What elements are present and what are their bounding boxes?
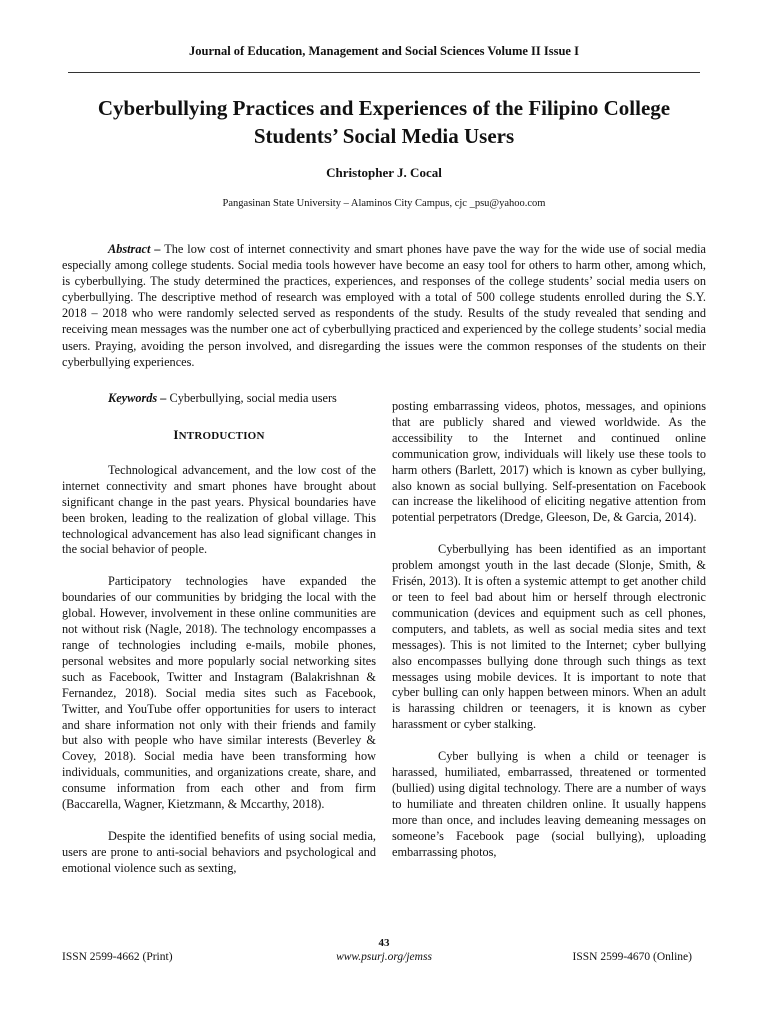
right-column — [392, 399, 706, 860]
issn-online: ISSN 2599-4670 (Online) — [572, 951, 692, 963]
abstract-text: The low cost of internet connectivity and smart phones have pave the way for the wide use of social media especially among college students. Social media tools however have become an easy tool for others to harm other, among which, is cyberbullying. The study determined the practices, experiences, and responses of the college students’ social media users on cyberbullying. The descriptive method of research was employed with a total of 500 college students enrolled during the S.Y. 2018 – 2018 who were randomly selected served as respondents of the study. Results of the study revealed that sending and receiving mean messages was the number one act of cyberbullying practiced and experienced by the college students’ social media users. Praying, avoiding the person involved, and disregarding the issues were the common responses of the students on their cyberbullying experiences. — [62, 242, 706, 369]
keywords-label: Keywords – — [108, 391, 167, 405]
issn-print: ISSN 2599-4662 (Print) — [62, 951, 173, 963]
paragraph: Cyber bullying is when a child or teenager is harassed, humiliated, embarrassed, threatened or tormented (bullied) using digital technology. There are a number of ways to humiliate and threaten children online. It usually happens more than once, and includes leaving demeaning messages on someone’s Facebook page (social bullying), uploading embarrassing photos, — [392, 749, 706, 859]
paragraph: Despite the identified benefits of using social media, users are prone to anti-social behaviors and psychological and emotional violence such as sexting, — [62, 828, 376, 875]
paragraph: Cyberbullying has been identified as an important problem amongst youth in the last decade (Slonje, Smith, & Frisén, 2013). It is often a systemic attempt to get another child or teen to feel bad about him or herself through electronic communication (devices and equipment such as cell phones, computers, and tablets, as well as social media sites and text messages). This is not limited to the Internet; cyber bullying also encompasses bullying done through such things as text messages using mobile devices. It is important to note that cyber bulling can only happen between minors. When an adult is harassing children or teenagers, it is known as cyber harassment or cyber stalking. — [392, 542, 706, 732]
keywords-text: Cyberbullying, social media users — [166, 391, 337, 405]
abstract-label: Abstract – — [108, 242, 161, 256]
section-heading-initial: I — [173, 427, 179, 442]
paragraph: Technological advancement, and the low cost of the internet connectivity and smart phones have brought about significant change in the past years. Physical boundaries have been broken, leading to the realization of global village. This technological advancement has also lead significant changes in the social behavior of people. — [62, 462, 376, 557]
paper-title: Cyberbullying Practices and Experiences of the Filipino College Students’ Social Media Users — [97, 96, 671, 148]
author-name: Christopher J. Cocal — [326, 165, 442, 180]
page-number: 43 — [378, 937, 390, 949]
paragraph: posting embarrassing videos, photos, messages, and opinions that are publicly shared and viewed worldwide. As the accessibility to the Internet and continued online communication grow, individuals will likely use these tools to harm others (Barlett, 2017) which is known as cyber bullying, also known as social bullying. Self-presentation on Facebook can increase the likelihood of eliciting negative attention from potential perpetrators (Dredge, Gleeson, De, & Garcia, 2014). — [392, 399, 706, 525]
website-link[interactable]: www.psurj.org/jemss — [336, 951, 432, 963]
section-heading-rest: NTRODUCTION — [178, 430, 265, 442]
abstract — [62, 241, 706, 370]
paragraph: Participatory technologies have expanded the boundaries of our communities by bridging the local with the global. However, involvement in these online communities are not without risk (Nagle, 2018). The technology encompasses a range of technologies including e-mails, mobile phones, personal websites and more popularly social networking sites such as Facebook, Twitter and Instagram (Balakrishnan & Fernandez, 2018). Social media sites such as Facebook, Twitter, and YouTube offer opportunities for users to interact and share information not only with their friends and family but also with people who have similar interests (Beverley & Covey, 2018). Social media have been transforming how individuals, communities, and organizations create, share, and consume information from each other and from firm (Baccarella, Wagner, Kietzmann, & Mccarthy, 2018). — [62, 574, 376, 812]
left-column — [62, 427, 376, 877]
section-heading — [62, 427, 376, 445]
journal-header: Journal of Education, Management and Social Sciences Volume II Issue I — [189, 44, 579, 58]
header-rule — [68, 72, 700, 73]
author-affiliation: Pangasinan State University – Alaminos City Campus, cjc _psu@yahoo.com — [222, 198, 546, 209]
